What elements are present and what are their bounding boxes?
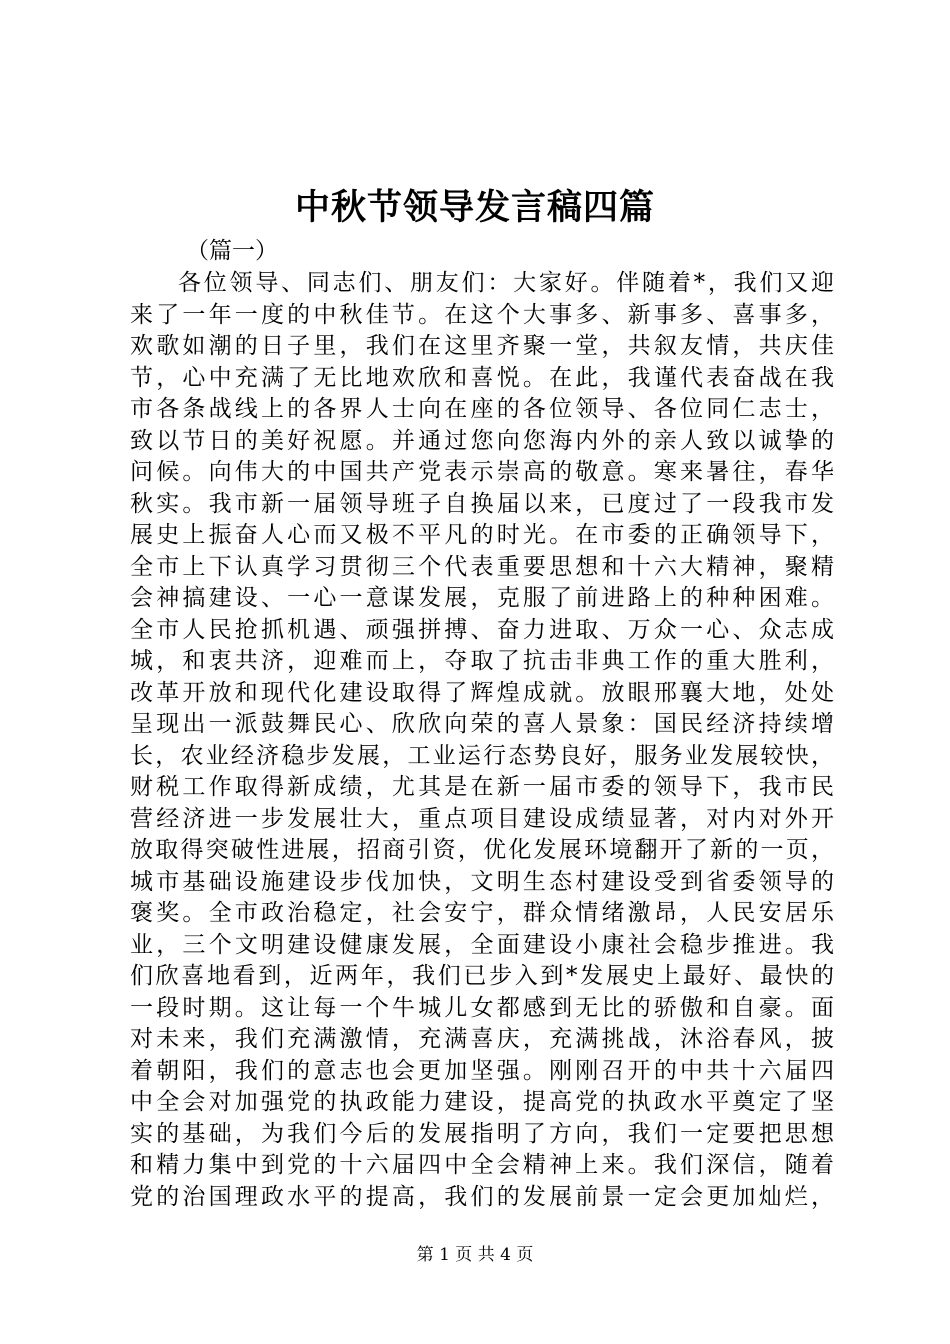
body-paragraph (130, 268, 834, 1213)
text-line: 着朝阳，我们的意志也会更加坚强。刚刚召开的中共十六届四 (130, 1057, 834, 1084)
text-line: 和精力集中到党的十六届四中全会精神上来。我们深信，随着 (130, 1152, 834, 1178)
text-line: 呈现出一派鼓舞民心、欣欣向荣的喜人景象：国民经济持续增 (130, 711, 834, 737)
text-line: 一段时期。这让每一个牛城儿女都感到无比的骄傲和自豪。面 (130, 994, 834, 1021)
text-line: 改革开放和现代化建设取得了辉煌成就。放眼邢襄大地，处处 (130, 679, 834, 706)
text-line: 城，和衷共济，迎难而上，夺取了抗击非典工作的重大胜利， (130, 648, 834, 674)
page-footer: 第 1 页 共 4 页 (416, 1245, 534, 1265)
text-line: 欢歌如潮的日子里，我们在这里齐聚一堂，共叙友情，共庆佳 (130, 333, 834, 359)
text-line: 市各条战线上的各界人士向在座的各位领导、各位同仁志士， (130, 396, 834, 422)
text-line: 来了一年一度的中秋佳节。在这个大事多、新事多、喜事多， (130, 301, 834, 328)
text-line: 会神搞建设、一心一意谋发展，克服了前进路上的种种困难。 (130, 585, 834, 611)
text-line: 节，心中充满了无比地欢欣和喜悦。在此，我谨代表奋战在我 (130, 364, 834, 391)
text-line: 展史上振奋人心而又极不平凡的时光。在市委的正确领导下， (130, 522, 834, 548)
text-line: 业，三个文明建设健康发展，全面建设小康社会稳步推进。我 (130, 931, 834, 958)
text-line: 秋实。我市新一届领导班子自换届以来，已度过了一段我市发 (130, 490, 834, 517)
text-line: 城市基础设施建设步伐加快，文明生态村建设受到省委领导的 (130, 868, 834, 895)
text-line: 放取得突破性进展，招商引资，优化发展环境翻开了新的一页， (130, 837, 834, 863)
text-line: 们欣喜地看到，近两年，我们已步入到*发展史上最好、最快的 (130, 963, 834, 989)
text-line: 全市上下认真学习贯彻三个代表重要思想和十六大精神，聚精 (130, 553, 834, 580)
text-line: 营经济进一步发展壮大，重点项目建设成绩显著，对内对外开 (130, 805, 834, 832)
text-line: 实的基础，为我们今后的发展指明了方向，我们一定要把思想 (130, 1120, 834, 1147)
text-line: 对未来，我们充满激情，充满喜庆，充满挑战，沐浴春风，披 (130, 1026, 834, 1052)
text-line: 褒奖。全市政治稳定，社会安宁，群众情绪激昂，人民安居乐 (130, 900, 834, 926)
text-line: 致以节日的美好祝愿。并通过您向您海内外的亲人致以诚挚的 (130, 427, 834, 454)
section-label: （篇一） (186, 238, 278, 264)
text-line: 党的治国理政水平的提高，我们的发展前景一定会更加灿烂， (130, 1183, 834, 1210)
text-line: 长，农业经济稳步发展，工业运行态势良好，服务业发展较快， (130, 742, 834, 769)
text-line: 财税工作取得新成绩，尤其是在新一届市委的领导下，我市民 (130, 774, 834, 800)
text-line: 全市人民抢抓机遇、顽强拼搏、奋力进取、万众一心、众志成 (130, 616, 834, 643)
text-line: 问候。向伟大的中国共产党表示崇高的敬意。寒来暑往，春华 (130, 459, 834, 485)
document-title: 中秋节领导发言稿四篇 (294, 187, 655, 228)
text-line: 各位领导、同志们、朋友们：大家好。伴随着*，我们又迎 (178, 270, 834, 296)
text-line: 中全会对加强党的执政能力建设，提高党的执政水平奠定了坚 (130, 1089, 834, 1115)
